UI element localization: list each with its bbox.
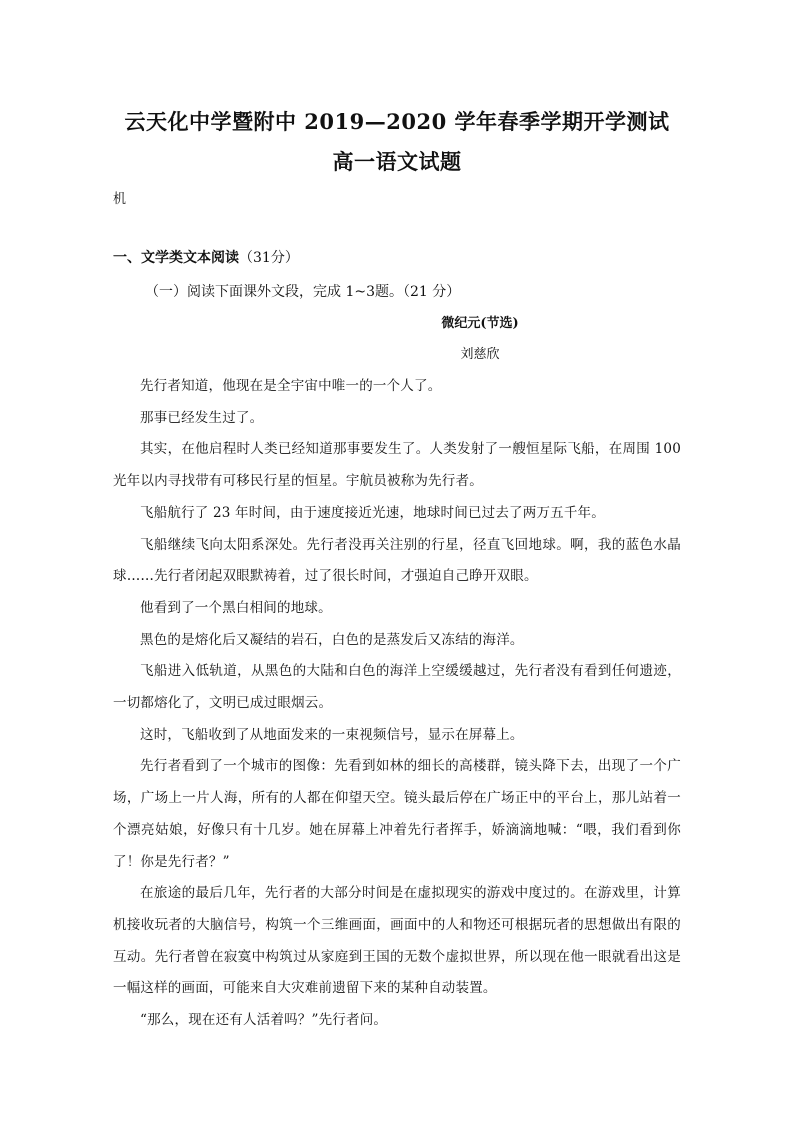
article-title: 微纪元(节选) bbox=[441, 316, 519, 331]
paragraph: 其实，在他启程时人类已经知道那事要发生了。人类发射了一艘恒星际飞船，在周围 100光年以内寻找带有可移民行星的恒星。宇航员被称为先行者。 bbox=[113, 441, 681, 490]
stray-mark: 机 bbox=[113, 192, 127, 207]
paragraph: 在旅途的最后几年，先行者的大部分时间是在虚拟现实的游戏中度过的。在游戏里，计算机接收玩者的大脑信号，构筑一个三维画面，画面中的人和物还可根据玩者的思想做出有限的互动。先行者曾在寂寞中构筑过从家庭到王国的无数个虚拟世界，所以现在他一眼就看出这是一幅这样的画面，可能来自大灾难前遗留下来的某种自动装置。 bbox=[113, 885, 681, 997]
section-heading bbox=[113, 247, 299, 267]
paragraph: 飞船进入低轨道，从黑色的大陆和白色的海洋上空缓缓越过，先行者没有看到任何遗迹，一切都熔化了，文明已成过眼烟云。 bbox=[113, 663, 681, 712]
paragraph: 他看到了一个黑白相间的地球。 bbox=[140, 599, 332, 616]
paragraph: 黑色的是熔化后又凝结的岩石，白色的是蒸发后又冻结的海洋。 bbox=[140, 631, 524, 648]
section-heading-text: 一、文学类文本阅读 bbox=[113, 250, 239, 266]
article-author: 刘慈欣 bbox=[460, 347, 500, 362]
article-body bbox=[113, 371, 681, 1037]
paragraph: 飞船航行了 23 年时间，由于速度接近光速，地球时间已过去了两万五千年。 bbox=[140, 504, 605, 521]
paragraph: 这时，飞船收到了从地面发来的一束视频信号，显示在屏幕上。 bbox=[140, 726, 524, 743]
paragraph: 飞船继续飞向太阳系深处。先行者没再关注别的行星，径直飞回地球。啊，我的蓝色水晶球……先行者闭起双眼默祷着，过了很长时间，才强迫自己睁开双眼。 bbox=[113, 536, 681, 585]
paragraph: 先行者知道，他现在是全宇宙中唯一的一个人了。 bbox=[140, 378, 442, 394]
paragraph: 先行者看到了一个城市的图像：先看到如林的细长的高楼群，镜头降下去，出现了一个广场，广场上一片人海，所有的人都在仰望天空。镜头最后停在广场正中的平台上，那儿站着一个漂亮姑娘，好像只有十几岁。她在屏幕上冲着先行者挥手，娇滴滴地喊：“喂，我们看到你了！你是先行者？” bbox=[113, 758, 681, 870]
exam-subtitle: 高一语文试题 bbox=[332, 149, 462, 174]
paragraph: 那事已经发生过了。 bbox=[140, 409, 264, 426]
section-subheading: （一）阅读下面课外文段，完成 1~3题。（21 分） bbox=[145, 284, 461, 300]
paragraph: “那么，现在还有人活着吗？”先行者问。 bbox=[140, 1012, 388, 1029]
section-score: （31分） bbox=[239, 250, 299, 266]
exam-title: 云天化中学暨附中 2019—2020 学年春季学期开学测试 bbox=[124, 109, 670, 134]
